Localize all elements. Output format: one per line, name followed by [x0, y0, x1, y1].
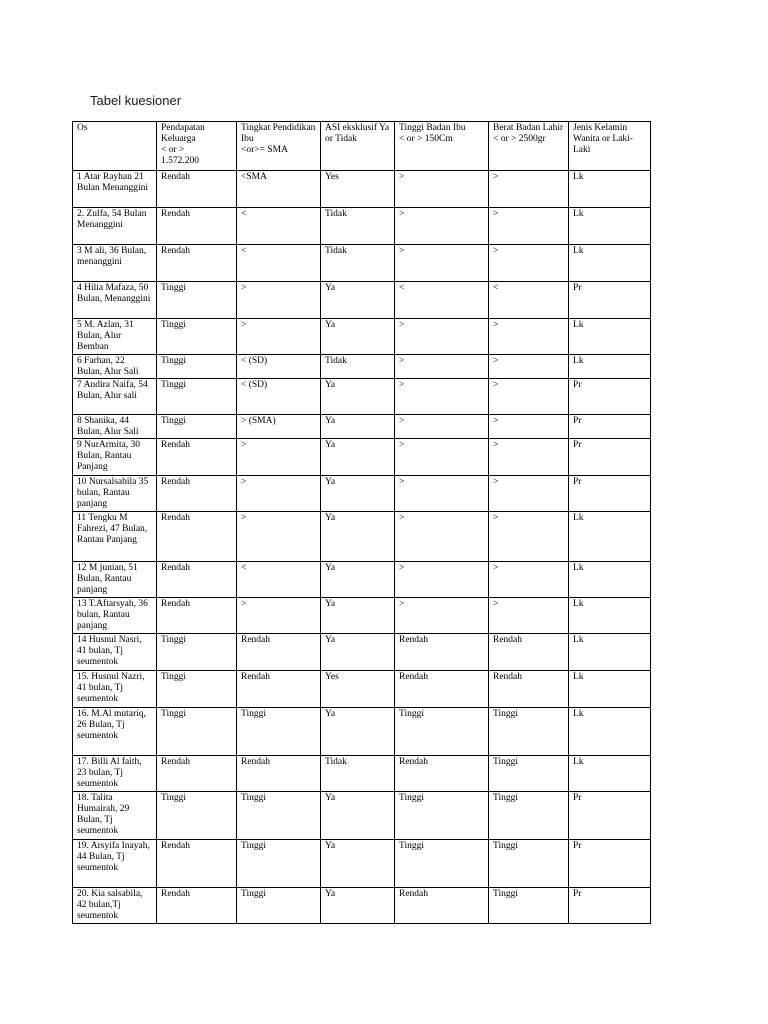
column-header-os: Os [73, 122, 157, 171]
cell-berat-badan: > [489, 379, 569, 415]
cell-asi: Yes [321, 171, 395, 208]
cell-berat-badan: > [489, 598, 569, 634]
table-row [73, 562, 651, 598]
cell-jenis-kelamin: Lk [569, 171, 651, 208]
cell-berat-badan: > [489, 562, 569, 598]
cell-pendidikan: > [237, 282, 321, 319]
cell-os: 4 Hilia Mafaza, 50 Bulan, Menanggini [73, 282, 157, 319]
cell-asi: Ya [321, 598, 395, 634]
column-header-tinggi-badan: Tinggi Badan Ibu < or > 150Cm [395, 122, 489, 171]
cell-pendidikan: Rendah [237, 756, 321, 792]
cell-pendidikan: Tinggi [237, 708, 321, 756]
cell-jenis-kelamin: Pr [569, 840, 651, 888]
cell-jenis-kelamin: Pr [569, 415, 651, 439]
cell-berat-badan: Tinggi [489, 756, 569, 792]
cell-jenis-kelamin: Lk [569, 634, 651, 671]
cell-jenis-kelamin: Lk [569, 598, 651, 634]
table-row [73, 282, 651, 319]
cell-os: 11 Tengku M Fahrezi, 47 Bulan, Rantau Panjang [73, 512, 157, 562]
cell-asi: Tidak [321, 245, 395, 282]
table-row [73, 171, 651, 208]
cell-berat-badan: > [489, 415, 569, 439]
cell-asi: Ya [321, 792, 395, 840]
cell-pendapatan: Rendah [157, 840, 237, 888]
cell-jenis-kelamin: Lk [569, 319, 651, 355]
cell-os: 19. Arsyifa Inayah, 44 Bulan, Tj seumentok [73, 840, 157, 888]
table-row [73, 708, 651, 756]
cell-os: 5 M. Azlan, 31 Bulan, Alur Bemban [73, 319, 157, 355]
cell-jenis-kelamin: Lk [569, 671, 651, 708]
column-header-pendapatan: Pendapatan Keluarga < or > 1.572.200 [157, 122, 237, 171]
cell-jenis-kelamin: Lk [569, 512, 651, 562]
cell-jenis-kelamin: Pr [569, 439, 651, 476]
cell-pendidikan: > [237, 476, 321, 512]
cell-tinggi-badan: Tinggi [395, 792, 489, 840]
cell-asi: Ya [321, 379, 395, 415]
cell-pendapatan: Rendah [157, 439, 237, 476]
cell-os: 1 Atar Rayhan 21 Bulan Menanggini [73, 171, 157, 208]
table-row [73, 415, 651, 439]
cell-os: 14 Husnul Nasri, 41 bulan, Tj seumentok [73, 634, 157, 671]
cell-jenis-kelamin: Lk [569, 562, 651, 598]
cell-os: 3 M ali, 36 Bulan, menanggini [73, 245, 157, 282]
column-header-jenis-kelamin: Jenis Kelamin Wanita or Laki-Laki [569, 122, 651, 171]
cell-jenis-kelamin: Lk [569, 355, 651, 379]
cell-os: 20. Kia salsabila, 42 bulan,Tj seumentok [73, 888, 157, 924]
cell-tinggi-badan: > [395, 415, 489, 439]
cell-asi: Tidak [321, 208, 395, 245]
cell-pendidikan: < [237, 208, 321, 245]
cell-jenis-kelamin: Pr [569, 282, 651, 319]
cell-berat-badan: > [489, 319, 569, 355]
cell-jenis-kelamin: Pr [569, 888, 651, 924]
cell-pendidikan: > [237, 439, 321, 476]
cell-os: 10 Nursalsabila 35 bulan, Rantau panjang [73, 476, 157, 512]
column-header-pendidikan: Tingkat Pendidikan Ibu <or>= SMA [237, 122, 321, 171]
cell-jenis-kelamin: Lk [569, 708, 651, 756]
cell-pendidikan: Tinggi [237, 792, 321, 840]
cell-berat-badan: Tinggi [489, 792, 569, 840]
cell-pendapatan: Rendah [157, 208, 237, 245]
cell-os: 18. Talita Humairah, 29 Bulan, Tj seumentok [73, 792, 157, 840]
cell-asi: Ya [321, 319, 395, 355]
cell-berat-badan: > [489, 476, 569, 512]
cell-tinggi-badan: > [395, 355, 489, 379]
cell-tinggi-badan: < [395, 282, 489, 319]
table-row [73, 840, 651, 888]
cell-pendapatan: Tinggi [157, 415, 237, 439]
table-row [73, 792, 651, 840]
cell-asi: Ya [321, 476, 395, 512]
cell-pendapatan: Tinggi [157, 355, 237, 379]
cell-tinggi-badan: > [395, 598, 489, 634]
cell-berat-badan: > [489, 439, 569, 476]
cell-tinggi-badan: Rendah [395, 888, 489, 924]
cell-os: 2. Zulfa, 54 Bulan Menanggini [73, 208, 157, 245]
table-row [73, 439, 651, 476]
table-row [73, 208, 651, 245]
cell-berat-badan: > [489, 208, 569, 245]
cell-asi: Ya [321, 562, 395, 598]
cell-tinggi-badan: Rendah [395, 671, 489, 708]
cell-jenis-kelamin: Lk [569, 245, 651, 282]
cell-pendidikan: > [237, 598, 321, 634]
cell-pendidikan: Rendah [237, 634, 321, 671]
cell-jenis-kelamin: Lk [569, 208, 651, 245]
cell-tinggi-badan: > [395, 439, 489, 476]
cell-os: 12 M junian, 51 Bulan, Rantau panjang [73, 562, 157, 598]
cell-pendidikan: < [237, 562, 321, 598]
cell-pendapatan: Tinggi [157, 671, 237, 708]
cell-asi: Tidak [321, 756, 395, 792]
cell-pendapatan: Rendah [157, 476, 237, 512]
cell-pendidikan: Tinggi [237, 888, 321, 924]
cell-berat-badan: > [489, 171, 569, 208]
cell-berat-badan: < [489, 282, 569, 319]
cell-jenis-kelamin: Pr [569, 476, 651, 512]
cell-pendapatan: Tinggi [157, 379, 237, 415]
cell-asi: Tidak [321, 355, 395, 379]
cell-jenis-kelamin: Pr [569, 792, 651, 840]
cell-asi: Ya [321, 840, 395, 888]
cell-os: 9 NurArmita, 30 Bulan, Rantau Panjang [73, 439, 157, 476]
cell-os: 13 T.Aftarsyah, 36 bulan, Rantau panjang [73, 598, 157, 634]
cell-tinggi-badan: > [395, 245, 489, 282]
cell-pendapatan: Tinggi [157, 792, 237, 840]
cell-jenis-kelamin: Lk [569, 756, 651, 792]
cell-pendapatan: Rendah [157, 245, 237, 282]
table-row [73, 888, 651, 924]
table-row [73, 671, 651, 708]
cell-pendapatan: Tinggi [157, 634, 237, 671]
cell-tinggi-badan: Rendah [395, 756, 489, 792]
cell-tinggi-badan: Rendah [395, 634, 489, 671]
cell-pendapatan: Tinggi [157, 282, 237, 319]
cell-asi: Ya [321, 888, 395, 924]
cell-berat-badan: Rendah [489, 671, 569, 708]
cell-pendapatan: Rendah [157, 756, 237, 792]
cell-pendidikan: < [237, 245, 321, 282]
cell-berat-badan: Rendah [489, 634, 569, 671]
cell-pendapatan: Rendah [157, 888, 237, 924]
cell-tinggi-badan: Tinggi [395, 840, 489, 888]
table-row [73, 598, 651, 634]
cell-asi: Ya [321, 512, 395, 562]
page-title: Tabel kuesioner [90, 93, 182, 108]
cell-pendidikan: > (SMA) [237, 415, 321, 439]
cell-pendapatan: Tinggi [157, 319, 237, 355]
cell-berat-badan: Tinggi [489, 840, 569, 888]
cell-tinggi-badan: > [395, 512, 489, 562]
cell-berat-badan: > [489, 245, 569, 282]
table-body [73, 171, 651, 924]
cell-tinggi-badan: > [395, 208, 489, 245]
cell-pendidikan: > [237, 319, 321, 355]
cell-pendidikan: > [237, 512, 321, 562]
cell-pendidikan: < (SD) [237, 379, 321, 415]
cell-pendapatan: Tinggi [157, 708, 237, 756]
cell-os: 17. Billi Al faith, 23 bulan, Tj seumentok [73, 756, 157, 792]
table-row [73, 756, 651, 792]
questionnaire-table [72, 121, 651, 924]
cell-tinggi-badan: > [395, 562, 489, 598]
cell-asi: Ya [321, 282, 395, 319]
cell-asi: Ya [321, 415, 395, 439]
cell-berat-badan: Tinggi [489, 708, 569, 756]
table-row [73, 634, 651, 671]
cell-asi: Yes [321, 671, 395, 708]
cell-tinggi-badan: > [395, 379, 489, 415]
cell-tinggi-badan: > [395, 171, 489, 208]
cell-asi: Ya [321, 634, 395, 671]
table-row [73, 355, 651, 379]
cell-asi: Ya [321, 439, 395, 476]
column-header-asi: ASI eksklusif Ya or Tidak [321, 122, 395, 171]
cell-tinggi-badan: > [395, 476, 489, 512]
cell-pendapatan: Rendah [157, 562, 237, 598]
cell-pendidikan: <SMA [237, 171, 321, 208]
cell-os: 6 Farhan, 22 Bulan, Alur Sali [73, 355, 157, 379]
cell-pendapatan: Rendah [157, 171, 237, 208]
table-row [73, 512, 651, 562]
cell-pendidikan: < (SD) [237, 355, 321, 379]
cell-jenis-kelamin: Pr [569, 379, 651, 415]
cell-pendidikan: Tinggi [237, 840, 321, 888]
cell-tinggi-badan: Tinggi [395, 708, 489, 756]
cell-os: 16. M.Al mutariq, 26 Bulan, Tj seumentok [73, 708, 157, 756]
cell-berat-badan: > [489, 512, 569, 562]
cell-pendapatan: Rendah [157, 512, 237, 562]
table-row [73, 476, 651, 512]
cell-pendidikan: Rendah [237, 671, 321, 708]
cell-os: 7 Andira Naifa, 54 Bulan, Alur sali [73, 379, 157, 415]
cell-berat-badan: > [489, 355, 569, 379]
table-row [73, 319, 651, 355]
cell-berat-badan: Tinggi [489, 888, 569, 924]
cell-os: 8 Shanika, 44 Bulan, Alur Sali [73, 415, 157, 439]
table-row [73, 245, 651, 282]
column-header-berat-badan: Berat Badan Lahir < or > 2500gr [489, 122, 569, 171]
table-row [73, 379, 651, 415]
cell-tinggi-badan: > [395, 319, 489, 355]
cell-pendapatan: Rendah [157, 598, 237, 634]
cell-asi: Ya [321, 708, 395, 756]
table-header-row [73, 122, 651, 171]
cell-os: 15. Husnul Nazri, 41 bulan, Tj seumentok [73, 671, 157, 708]
